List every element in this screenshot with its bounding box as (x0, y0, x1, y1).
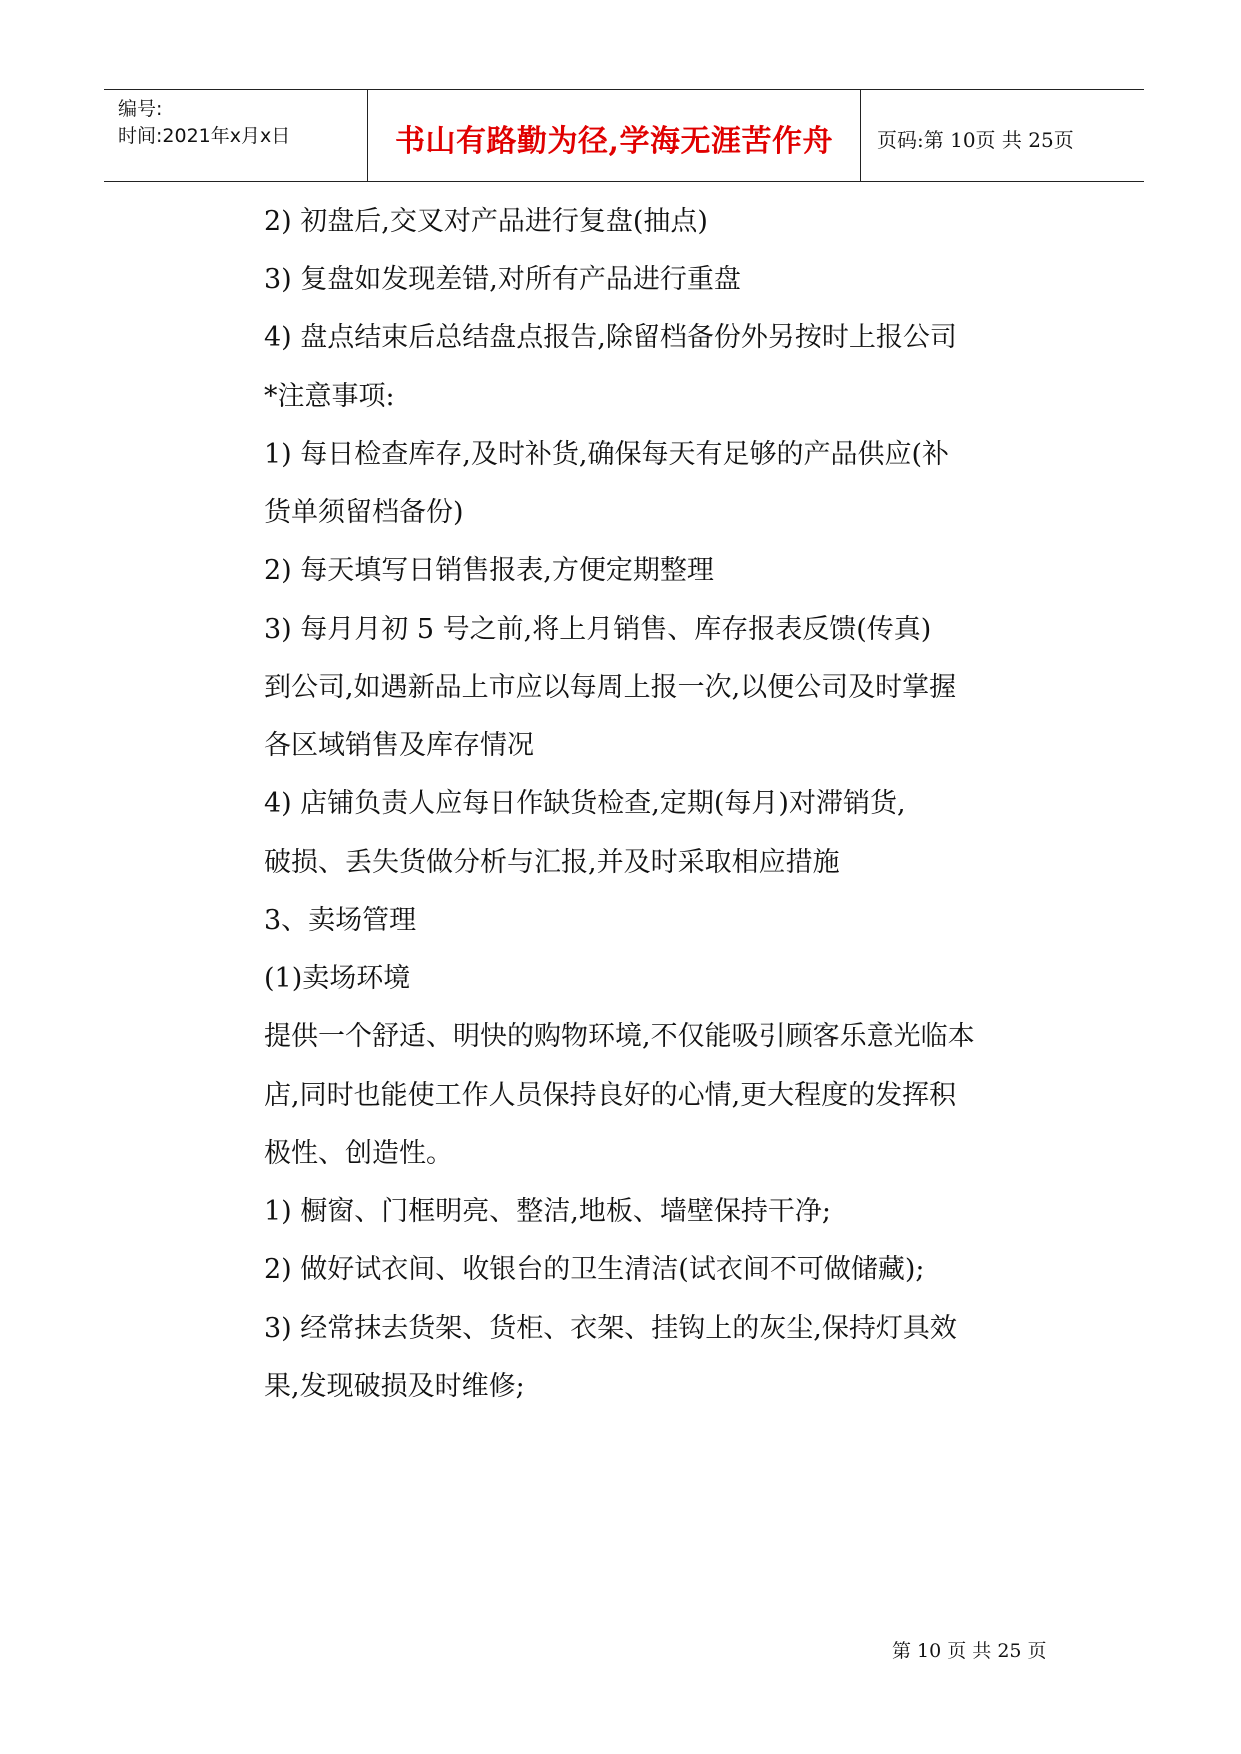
subsection-heading: (1)卖场环境 (264, 963, 411, 994)
header-motto: 书山有路勤为径,学海无涯苦作舟 (395, 124, 833, 159)
section-heading: 3、卖场管理 (264, 905, 417, 936)
body-line: 3) 每月月初 5 号之前,将上月销售、库存报表反馈(传真) (264, 614, 932, 645)
body-line: 提供一个舒适、明快的购物环境,不仅能吸引顾客乐意光临本 (264, 1021, 975, 1052)
body-line: 果,发现破损及时维修; (264, 1371, 525, 1402)
page-footer: 第 10 页 共 25 页 (892, 1640, 1047, 1662)
body-line: 2) 每天填写日销售报表,方便定期整理 (264, 555, 714, 586)
body-line: 3) 复盘如发现差错,对所有产品进行重盘 (264, 264, 741, 295)
body-line: 2) 做好试衣间、收银台的卫生清洁(试衣间不可做储藏); (264, 1254, 925, 1285)
header-motto-cell (368, 90, 861, 181)
body-line: 极性、创造性。 (264, 1138, 453, 1169)
header-meta-cell (104, 90, 368, 181)
body-line: 破损、丢失货做分析与汇报,并及时采取相应措施 (264, 847, 840, 878)
body-line: 1) 每日检查库存,及时补货,确保每天有足够的产品供应(补 (264, 439, 949, 470)
page-header (104, 89, 1144, 182)
body-line: 货单须留档备份) (264, 497, 464, 528)
body-line: 店,同时也能使工作人员保持良好的心情,更大程度的发挥积 (264, 1080, 957, 1111)
body-line: 1) 橱窗、门框明亮、整洁,地板、墙壁保持干净; (264, 1196, 831, 1227)
body-line: *注意事项: (264, 381, 395, 412)
header-page-cell (861, 90, 1144, 181)
body-line: 各区域销售及库存情况 (264, 730, 534, 761)
body-line: 3) 经常抹去货架、货柜、衣架、挂钩上的灰尘,保持灯具效 (264, 1313, 957, 1344)
body-line: 到公司,如遇新品上市应以每周上报一次,以便公司及时掌握 (264, 672, 957, 703)
body-line: 4) 盘点结束后总结盘点报告,除留档备份外另按时上报公司 (264, 322, 957, 353)
body-line: 2) 初盘后,交叉对产品进行复盘(抽点) (264, 206, 708, 237)
document-time-label: 时间:2021年x月x日 (118, 125, 291, 147)
document-number-label: 编号: (118, 98, 163, 120)
body-line: 4) 店铺负责人应每日作缺货检查,定期(每月)对滞销货, (264, 788, 906, 819)
header-page-number: 页码:第 10页 共 25页 (877, 128, 1074, 152)
